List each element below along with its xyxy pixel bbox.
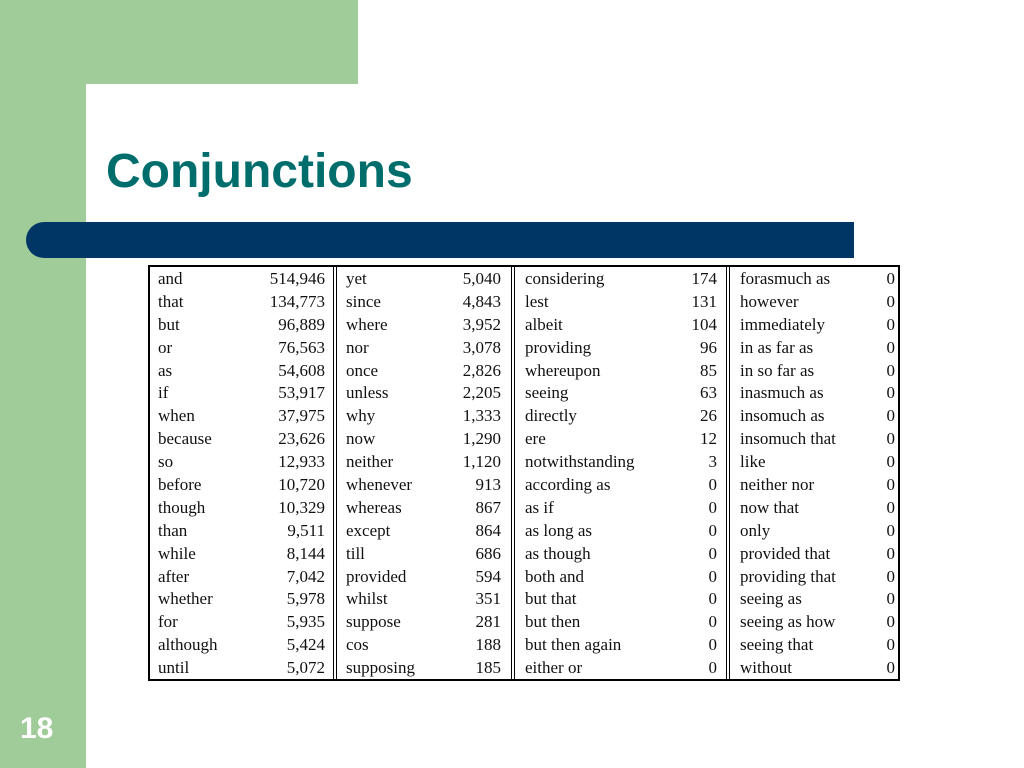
frequency-count: 0 <box>708 497 717 517</box>
frequency-count: 188 <box>475 635 501 655</box>
conjunction-word: as though <box>525 543 591 563</box>
conjunction-word: without <box>740 658 792 678</box>
conjunction-word: because <box>158 429 212 449</box>
conjunction-word: provided that <box>740 543 831 563</box>
frequency-count: 23,626 <box>278 429 325 449</box>
frequency-count: 0 <box>708 658 717 678</box>
conjunction-word: seeing as how <box>740 612 836 632</box>
frequency-count: 5,424 <box>286 635 325 655</box>
table-row <box>740 634 895 657</box>
frequency-count: 9,511 <box>287 520 325 540</box>
frequency-count: 2,205 <box>462 383 501 403</box>
frequency-count: 1,290 <box>462 429 501 449</box>
conjunction-word: immediately <box>740 314 825 334</box>
frequency-count: 0 <box>886 658 895 678</box>
frequency-count: 10,720 <box>278 475 325 495</box>
slide-number: 18 <box>20 712 54 745</box>
table-row <box>525 497 717 520</box>
frequency-count: 0 <box>708 475 717 495</box>
table-row <box>158 474 325 497</box>
table-row <box>525 382 717 405</box>
table-row <box>525 291 717 314</box>
table-row <box>346 588 501 611</box>
conjunction-word: providing <box>525 337 592 357</box>
conjunction-word: now <box>346 429 376 449</box>
table-row <box>158 428 325 451</box>
conjunction-word: than <box>158 520 188 540</box>
table-row <box>346 543 501 566</box>
conjunction-word: until <box>158 658 190 678</box>
table-row <box>740 543 895 566</box>
conjunction-word: ere <box>525 429 546 449</box>
table-column-3 <box>525 268 717 680</box>
conjunction-word: provided <box>346 566 407 586</box>
table-row <box>346 520 501 543</box>
table-column-1 <box>158 268 325 680</box>
table-row <box>346 657 501 680</box>
conjunction-word: whether <box>158 589 213 609</box>
conjunction-word: seeing as <box>740 589 802 609</box>
conjunction-word: so <box>158 452 174 472</box>
conjunction-word: when <box>158 406 195 426</box>
table-row <box>158 497 325 520</box>
table-column-4 <box>740 268 895 680</box>
conjunction-word: providing that <box>740 566 836 586</box>
conjunction-word: however <box>740 291 799 311</box>
frequency-count: 514,946 <box>269 269 325 288</box>
table-row <box>740 566 895 589</box>
table-row <box>158 543 325 566</box>
conjunction-word: according as <box>525 475 611 495</box>
table-row <box>525 428 717 451</box>
table-row <box>158 360 325 383</box>
table-row <box>158 291 325 314</box>
conjunction-word: inasmuch as <box>740 383 824 403</box>
frequency-count: 12 <box>700 429 717 449</box>
frequency-count: 281 <box>475 612 501 632</box>
conjunction-word: yet <box>346 269 367 288</box>
frequency-count: 0 <box>886 269 895 288</box>
conjunction-word: but <box>158 314 180 334</box>
table-row <box>740 588 895 611</box>
frequency-count: 185 <box>475 658 501 678</box>
table-column-2 <box>346 268 501 680</box>
frequency-count: 0 <box>708 543 717 563</box>
conjunction-word: but that <box>525 589 577 609</box>
conjunction-word: in so far as <box>740 360 815 380</box>
table-row <box>740 382 895 405</box>
column-separator <box>333 267 337 679</box>
conjunction-word: whereas <box>346 497 402 517</box>
table-row <box>346 360 501 383</box>
table-row <box>158 382 325 405</box>
frequency-count: 0 <box>886 360 895 380</box>
frequency-count: 5,072 <box>286 658 325 678</box>
table-row <box>525 451 717 474</box>
frequency-count: 0 <box>886 429 895 449</box>
table-row <box>158 657 325 680</box>
conjunction-word: directly <box>525 406 577 426</box>
table-row <box>525 543 717 566</box>
conjunction-word: if <box>158 383 169 403</box>
table-row <box>740 360 895 383</box>
frequency-count: 26 <box>700 406 717 426</box>
column-separator <box>726 267 730 679</box>
table-row <box>158 405 325 428</box>
conjunction-word: though <box>158 497 206 517</box>
table-row <box>158 337 325 360</box>
table-row <box>525 405 717 428</box>
frequency-count: 54,608 <box>278 360 325 380</box>
frequency-count: 104 <box>691 314 717 334</box>
table-row <box>740 497 895 520</box>
frequency-count: 0 <box>886 383 895 403</box>
conjunction-word: neither nor <box>740 475 815 495</box>
table-row <box>346 497 501 520</box>
table-row <box>346 314 501 337</box>
frequency-count: 7,042 <box>286 566 325 586</box>
conjunction-word: forasmuch as <box>740 269 831 288</box>
conjunction-word: unless <box>346 383 389 403</box>
conjunction-word: cos <box>346 635 369 655</box>
conjunction-word: for <box>158 612 178 632</box>
title-underline-bar <box>26 222 854 258</box>
conjunction-word: both and <box>525 566 585 586</box>
table-row <box>346 451 501 474</box>
table-row <box>525 634 717 657</box>
frequency-count: 0 <box>886 543 895 563</box>
conjunction-word: since <box>346 291 381 311</box>
table-row <box>158 314 325 337</box>
table-row <box>346 611 501 634</box>
conjunction-word: that <box>158 291 184 311</box>
conjunction-word: whereupon <box>525 360 601 380</box>
table-row <box>525 566 717 589</box>
table-row <box>346 405 501 428</box>
frequency-count: 3 <box>708 452 717 472</box>
frequency-count: 2,826 <box>462 360 501 380</box>
frequency-count: 594 <box>475 566 501 586</box>
conjunction-word: once <box>346 360 379 380</box>
conjunction-word: as if <box>525 497 554 517</box>
table-row <box>525 657 717 680</box>
frequency-count: 63 <box>700 383 717 403</box>
frequency-count: 0 <box>708 635 717 655</box>
frequency-count: 686 <box>475 543 501 563</box>
conjunction-frequency-table <box>148 265 900 681</box>
frequency-count: 0 <box>886 566 895 586</box>
conjunction-word: except <box>346 520 391 540</box>
table-row <box>158 588 325 611</box>
frequency-count: 131 <box>691 291 717 311</box>
table-row <box>525 520 717 543</box>
conjunction-word: nor <box>346 337 369 357</box>
conjunction-word: only <box>740 520 771 540</box>
conjunction-word: but then <box>525 612 581 632</box>
left-sidebar-decoration <box>0 0 86 768</box>
frequency-count: 134,773 <box>269 291 325 311</box>
conjunction-word: after <box>158 566 190 586</box>
conjunction-word: notwithstanding <box>525 452 635 472</box>
table-row <box>740 405 895 428</box>
frequency-count: 85 <box>700 360 717 380</box>
conjunction-word: considering <box>525 269 605 288</box>
table-row <box>740 451 895 474</box>
conjunction-word: before <box>158 475 202 495</box>
table-row <box>158 566 325 589</box>
table-row <box>346 428 501 451</box>
conjunction-word: lest <box>525 291 549 311</box>
table-row <box>740 611 895 634</box>
frequency-count: 4,843 <box>462 291 501 311</box>
frequency-count: 0 <box>708 520 717 540</box>
table-row <box>525 337 717 360</box>
frequency-count: 1,120 <box>462 452 501 472</box>
conjunction-word: insomuch that <box>740 429 836 449</box>
conjunction-word: till <box>346 543 365 563</box>
table-row <box>740 268 895 291</box>
column-separator <box>511 267 515 679</box>
conjunction-word: or <box>158 337 173 357</box>
table-row <box>346 268 501 291</box>
frequency-count: 0 <box>708 589 717 609</box>
frequency-count: 1,333 <box>462 406 501 426</box>
frequency-count: 0 <box>886 520 895 540</box>
frequency-count: 76,563 <box>278 337 325 357</box>
conjunction-word: seeing <box>525 383 569 403</box>
conjunction-word: insomuch as <box>740 406 825 426</box>
frequency-count: 96 <box>700 337 717 357</box>
conjunction-word: but then again <box>525 635 622 655</box>
table-row <box>740 291 895 314</box>
table-row <box>158 451 325 474</box>
table-row <box>346 634 501 657</box>
frequency-count: 5,935 <box>286 612 325 632</box>
table-row <box>158 268 325 291</box>
table-row <box>525 611 717 634</box>
frequency-count: 0 <box>708 566 717 586</box>
frequency-count: 53,917 <box>278 383 325 403</box>
frequency-count: 867 <box>475 497 501 517</box>
frequency-count: 37,975 <box>278 406 325 426</box>
frequency-count: 0 <box>886 497 895 517</box>
frequency-count: 0 <box>886 406 895 426</box>
frequency-count: 10,329 <box>278 497 325 517</box>
table-row <box>346 337 501 360</box>
conjunction-word: supposing <box>346 658 415 678</box>
table-row <box>740 314 895 337</box>
table-row <box>525 474 717 497</box>
frequency-count: 0 <box>886 452 895 472</box>
top-corner-decoration <box>0 0 358 84</box>
conjunction-word: in as far as <box>740 337 814 357</box>
table-row <box>346 382 501 405</box>
table-row <box>525 314 717 337</box>
frequency-count: 0 <box>886 589 895 609</box>
table-row <box>740 337 895 360</box>
frequency-count: 0 <box>886 314 895 334</box>
table-row <box>346 291 501 314</box>
table-row <box>740 474 895 497</box>
conjunction-word: seeing that <box>740 635 814 655</box>
frequency-count: 0 <box>886 475 895 495</box>
conjunction-word: like <box>740 452 766 472</box>
table-row <box>525 268 717 291</box>
frequency-count: 12,933 <box>278 452 325 472</box>
conjunction-word: while <box>158 543 196 563</box>
frequency-count: 0 <box>886 337 895 357</box>
table-row <box>525 360 717 383</box>
conjunction-word: neither <box>346 452 394 472</box>
conjunction-word: as long as <box>525 520 593 540</box>
table-row <box>158 634 325 657</box>
table-row <box>346 566 501 589</box>
conjunction-word: although <box>158 635 218 655</box>
frequency-count: 913 <box>475 475 501 495</box>
conjunction-word: whenever <box>346 475 413 495</box>
frequency-count: 3,952 <box>462 314 501 334</box>
frequency-count: 5,978 <box>286 589 325 609</box>
table-row <box>346 474 501 497</box>
conjunction-word: as <box>158 360 173 380</box>
table-row <box>158 611 325 634</box>
frequency-count: 0 <box>708 612 717 632</box>
table-row <box>158 520 325 543</box>
frequency-count: 174 <box>691 269 717 288</box>
conjunction-word: and <box>158 269 183 288</box>
frequency-count: 8,144 <box>286 543 325 563</box>
table-row <box>740 428 895 451</box>
frequency-count: 864 <box>475 520 501 540</box>
conjunction-word: now that <box>740 497 800 517</box>
frequency-count: 3,078 <box>462 337 501 357</box>
table-row <box>740 520 895 543</box>
conjunction-word: where <box>346 314 388 334</box>
frequency-count: 0 <box>886 291 895 311</box>
frequency-count: 0 <box>886 612 895 632</box>
frequency-count: 0 <box>886 635 895 655</box>
conjunction-word: either or <box>525 658 583 678</box>
table-row <box>525 588 717 611</box>
table-row <box>740 657 895 680</box>
conjunction-word: whilst <box>346 589 388 609</box>
conjunction-word: suppose <box>346 612 401 632</box>
conjunction-word: albeit <box>525 314 563 334</box>
conjunction-word: why <box>346 406 376 426</box>
slide-title: Conjunctions <box>106 145 413 198</box>
frequency-count: 5,040 <box>462 269 501 288</box>
frequency-count: 96,889 <box>278 314 325 334</box>
frequency-count: 351 <box>475 589 501 609</box>
